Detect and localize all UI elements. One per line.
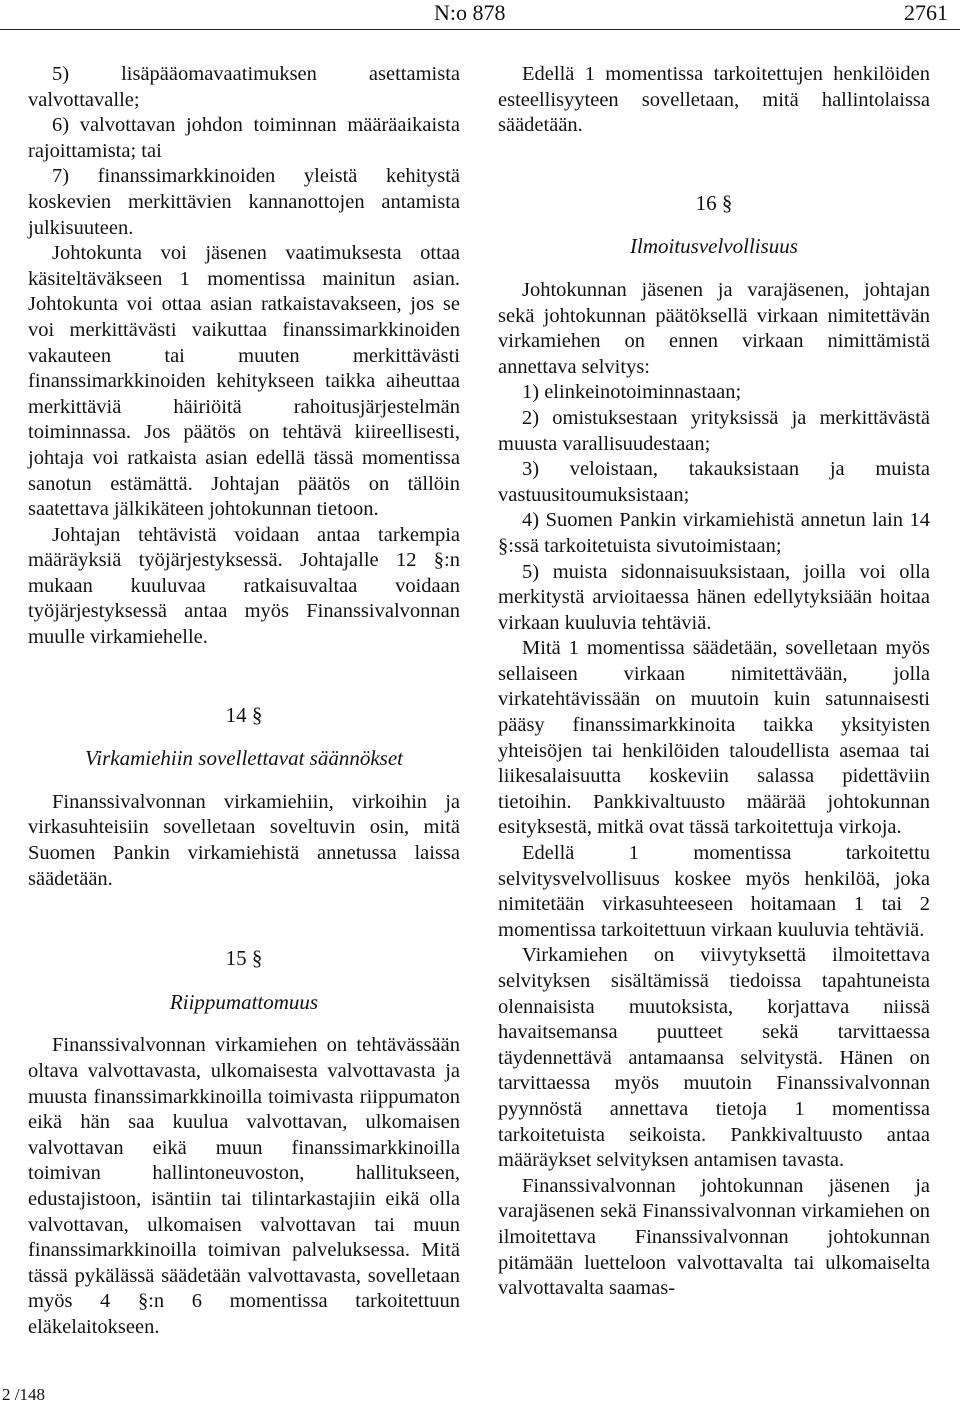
paragraph: Finanssivalvonnan johtokunnan jäsenen ja varajäsenen sekä Finanssivalvonnan virkamiehen on ilmoitettava Finanssivalvonnan johtokunnan pitämään luetteloon valvottavalta tai ulkomaiselta valvottavalta saamas- [498,1174,930,1300]
section-number-16: 16 § [695,190,733,215]
section-number-14: 14 § [225,702,263,727]
right-column [498,62,930,1302]
paragraph: Mitä 1 momentissa säädetään, sovelletaan myös sellaiseen virkaan nimitettävään, jolla virkatehtävissään on muutoin kuin satunnaisesti pääsy finanssimarkkinoita taikka yksityisten yhteisöjen tai henkilöiden taloudellista asemaa tai liikesalaisuutta koskeviin salassa pidettäviin tietoihin. Pankkivaltuusto määrää johtokunnan esityksestä, mitkä ovat tässä tarkoitettuja virkoja. [498,637,930,839]
page-header [0,0,960,30]
paragraph: Edellä 1 momentissa tarkoitettu selvitysvelvollisuus koskee myös henkilöä, joka nimitetään virkasuhteeseen hoitamaan 1 tai 2 momentissa tarkoitettuun virkaan kuuluvia tehtäviä. [498,842,930,941]
document-number: N:o 878 [434,0,506,25]
left-column [28,62,460,1341]
section-title-16: Ilmoitusvelvollisuus [630,234,798,259]
paragraph: Edellä 1 momentissa tarkoitettujen henkilöiden esteellisyyteen sovelletaan, mitä hallintolaissa säädetään. [498,63,930,137]
section-number-15: 15 § [225,946,263,971]
list-item: 3) veloistaan, takauksistaan ja muista vastuusitoumuksistaan; [498,458,930,506]
paragraph: Johtajan tehtävistä voidaan antaa tarkempia määräyksiä työjärjestyksessä. Johtajalle 12 §:n mukaan kuuluvaa ratkaisuvaltaa voidaan työjärjestyksessä antaa myös Finanssivalvonnan muulle virkamiehelle. [28,523,460,649]
list-item: 7) finanssimarkkinoiden yleistä kehitystä koskevien merkittävien kannanottojen antamista julkisuuteen. [28,165,460,239]
list-item: 5) lisäpääomavaatimuksen asettamista valvottavalle; [28,63,460,111]
paragraph: Finanssivalvonnan virkamiehiin, virkoihin ja virkasuhteisiin sovelletaan soveltuvin osin, mitä Suomen Pankin virkamiehistä annetussa laissa säädetään. [28,790,460,890]
list-item: 4) Suomen Pankin virkamiehistä annetun lain 14 §:ssä tarkoitetuista sivutoimistaan; [498,509,930,557]
page-footer: 2 /148 [2,1385,45,1404]
list-item: 5) muista sidonnaisuuksistaan, joilla voi olla merkitystä arvioitaessa hänen edellytyksiään hoitaa virkaan kuuluvia tehtäviä. [498,560,930,634]
page-number: 2761 [904,0,948,25]
paragraph: Virkamiehen on viivytyksettä ilmoitettava selvityksen sisältämissä tiedoissa tapahtuneista olennaisista muutoksista, korjattava niissä havaitsemansa puutteet sekä tarvittaessa täydennettävä antamaansa selvitystä. Hänen on tarvittaessa myös muutoin Finanssivalvonnan pyynnöstä annettava tietoja 1 momentissa tarkoitetuista seikoista. Pankkivaltuusto antaa määräykset selvityksen antamisen tavasta. [498,944,930,1172]
list-item: 6) valvottavan johdon toiminnan määräaikaista rajoittamista; tai [28,114,460,162]
list-item: 1) elinkeinotoiminnastaan; [522,381,742,404]
section-title-15: Riippumattomuus [169,989,319,1014]
paragraph: Johtokunta voi jäsenen vaatimuksesta ottaa käsiteltäväkseen 1 momentissa mainitun asian. Johtokunta voi ottaa asian ratkaistavakseen, jos se voi merkittävästi vaikuttaa finanssimarkkinoiden vakauteen tai muuten merkittävästi finanssimarkkinoiden kehitykseen taikka aiheuttaa merkittäviä häiriöitä rahoitusjärjestelmän toiminnassa. Jos päätös on tehtävä kiireellisesti, johtaja voi ratkaista asian edellä tässä momentissa sanotun estämättä. Johtajan päätös on tällöin saatettava jälkikäteen johtokunnan tietoon. [28,242,460,521]
paragraph: Finanssivalvonnan virkamiehen on tehtävässään oltava valvottavasta, ulkomaisesta valvottavasta ja muusta finanssimarkkinoilla toimivasta riippumaton eikä hän saa kuulua valvottavan, ulkomaisen valvottavan eikä muun finanssimarkkinoilla toimivan hallintoneuvoston, hallitukseen, edustajistoon, isäntiin tai tilintarkastajiin eikä olla valvottavan, ulkomaisen valvottavan tai muun finanssimarkkinoilla toimivan palveluksessa. Mitä tässä pykälässä säädetään valvottavasta, sovelletaan myös 4 §:n 6 momentissa tarkoitettuun eläkelaitokseen. [28,1034,460,1338]
section-title-14: Virkamiehiin sovellettavat säännökset [84,746,404,771]
paragraph: Johtokunnan jäsenen ja varajäsenen, johtajan sekä johtokunnan päätöksellä virkaan nimitettävän virkamiehen on ennen virkaan nimittämistä annettava selvitys: [498,278,930,378]
list-item: 2) omistuksestaan yrityksissä ja merkittävästä muusta varallisuudestaan; [498,406,930,455]
